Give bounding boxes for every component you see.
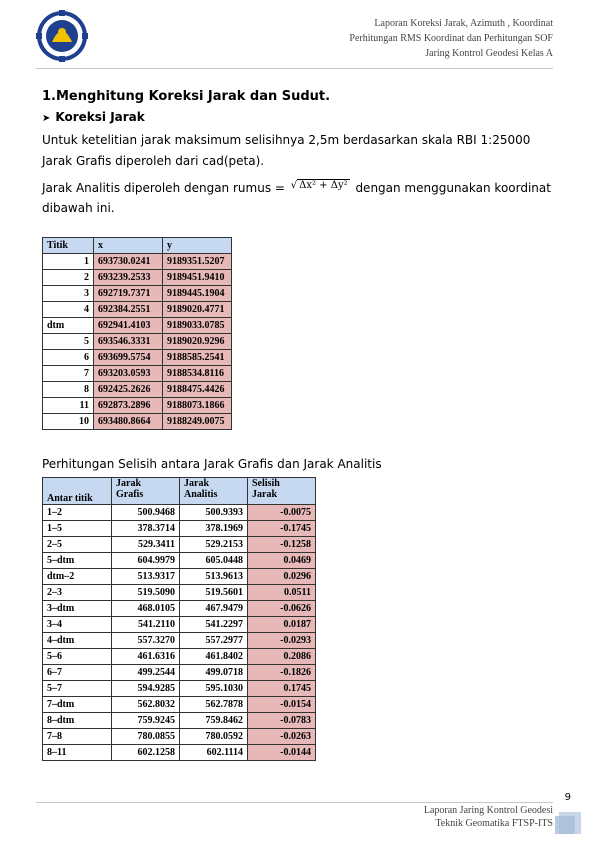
cell-x: 693546.3331	[94, 334, 163, 350]
cell-selisih: -0.0154	[248, 697, 316, 713]
cell-selisih: -0.1826	[248, 665, 316, 681]
cell-antar-titik: 5–7	[43, 681, 112, 697]
table-row	[43, 601, 316, 617]
cell-selisih: -0.0626	[248, 601, 316, 617]
cell-y: 9189451.9410	[163, 270, 232, 286]
cell-antar-titik: 1–5	[43, 521, 112, 537]
cell-titik: 6	[43, 350, 94, 366]
cell-antar-titik: 6–7	[43, 665, 112, 681]
cell-jarak-analitis: 467.9479	[180, 601, 248, 617]
header-jarak-analitis: Jarak Analitis	[180, 478, 248, 505]
table-row	[43, 382, 232, 398]
paragraph-3-line-2: dibawah ini.	[42, 201, 115, 215]
table-row	[43, 681, 316, 697]
table-row	[43, 617, 316, 633]
paragraph-3-before: Jarak Analitis diperoleh dengan rumus =	[42, 181, 289, 195]
table-row	[43, 697, 316, 713]
paragraph-2: Jarak Grafis diperoleh dari cad(peta).	[42, 154, 265, 168]
cell-antar-titik: 4–dtm	[43, 633, 112, 649]
cell-jarak-analitis: 595.1030	[180, 681, 248, 697]
its-logo-icon	[36, 10, 88, 62]
cell-selisih: -0.0293	[248, 633, 316, 649]
header-line-1: Laporan Koreksi Jarak, Azimuth , Koordinat	[374, 18, 553, 29]
section-title: 1.Menghitung Koreksi Jarak dan Sudut.	[42, 89, 331, 104]
cell-jarak-grafis: 519.5090	[112, 585, 180, 601]
distance-formula: √ Δx² + Δy²	[290, 180, 348, 191]
cell-jarak-grafis: 500.9468	[112, 505, 180, 521]
cell-jarak-analitis: 529.2153	[180, 537, 248, 553]
cell-titik: 3	[43, 286, 94, 302]
table-row	[43, 553, 316, 569]
cell-jarak-analitis: 759.8462	[180, 713, 248, 729]
table-row	[43, 286, 232, 302]
cell-selisih: 0.1745	[248, 681, 316, 697]
cell-jarak-analitis: 605.0448	[180, 553, 248, 569]
page-number: 9	[564, 792, 571, 803]
cell-selisih: -0.1258	[248, 537, 316, 553]
cell-selisih: 0.0296	[248, 569, 316, 585]
cell-antar-titik: dtm–2	[43, 569, 112, 585]
subsection-title	[42, 110, 145, 124]
cell-jarak-grafis: 557.3270	[112, 633, 180, 649]
cell-jarak-analitis: 557.2977	[180, 633, 248, 649]
cell-jarak-grafis: 529.3411	[112, 537, 180, 553]
table-row	[43, 270, 232, 286]
cell-selisih: 0.2086	[248, 649, 316, 665]
cell-titik: 4	[43, 302, 94, 318]
cell-y: 9188073.1866	[163, 398, 232, 414]
arrow-bullet-icon: ➤	[42, 113, 51, 124]
running-header	[349, 16, 553, 61]
table-row	[43, 302, 232, 318]
cell-selisih: 0.0187	[248, 617, 316, 633]
cell-x: 692873.2896	[94, 398, 163, 414]
cell-selisih: 0.0511	[248, 585, 316, 601]
cell-titik: 8	[43, 382, 94, 398]
table-row	[43, 334, 232, 350]
table-row	[43, 350, 232, 366]
cell-antar-titik: 1–2	[43, 505, 112, 521]
cell-antar-titik: 3–4	[43, 617, 112, 633]
cell-selisih: -0.0263	[248, 729, 316, 745]
cell-jarak-analitis: 500.9393	[180, 505, 248, 521]
cell-antar-titik: 7–dtm	[43, 697, 112, 713]
cell-jarak-analitis: 780.0592	[180, 729, 248, 745]
cell-antar-titik: 2–5	[43, 537, 112, 553]
table-row	[43, 713, 316, 729]
cell-jarak-grafis: 780.0855	[112, 729, 180, 745]
paragraph-1: Untuk ketelitian jarak maksimum selisihnya 2,5m berdasarkan skala RBI 1:25000	[42, 133, 531, 147]
cell-jarak-analitis: 499.0718	[180, 665, 248, 681]
cell-y: 9188249.0075	[163, 414, 232, 430]
table-row	[43, 505, 316, 521]
cell-y: 9189033.0785	[163, 318, 232, 334]
cell-jarak-analitis: 378.1969	[180, 521, 248, 537]
cell-jarak-grafis: 562.8032	[112, 697, 180, 713]
header-line-2: Perhitungan RMS Koordinat dan Perhitungan SOF	[349, 33, 553, 44]
cell-jarak-analitis: 519.5601	[180, 585, 248, 601]
cell-y: 9189351.5207	[163, 254, 232, 270]
header-y: y	[163, 238, 232, 254]
cell-x: 692719.7371	[94, 286, 163, 302]
cell-selisih: -0.0144	[248, 745, 316, 761]
table-row	[43, 366, 232, 382]
cell-selisih: -0.1745	[248, 521, 316, 537]
cell-x: 693699.5754	[94, 350, 163, 366]
cell-antar-titik: 5–6	[43, 649, 112, 665]
table-2-caption: Perhitungan Selisih antara Jarak Grafis dan Jarak Analitis	[42, 457, 382, 471]
cell-x: 693239.2533	[94, 270, 163, 286]
cell-jarak-grafis: 594.9285	[112, 681, 180, 697]
table-row	[43, 398, 232, 414]
header-antar-titik: Antar titik	[43, 478, 112, 505]
cell-jarak-grafis: 604.9979	[112, 553, 180, 569]
table-row	[43, 585, 316, 601]
table-row	[43, 745, 316, 761]
header-jarak-grafis: Jarak Grafis	[112, 478, 180, 505]
cell-y: 9188585.2541	[163, 350, 232, 366]
table-row	[43, 569, 316, 585]
cell-antar-titik: 5–dtm	[43, 553, 112, 569]
cell-antar-titik: 2–3	[43, 585, 112, 601]
footer-line-2: Teknik Geomatika FTSP-ITS	[435, 818, 553, 829]
table-row	[43, 633, 316, 649]
cell-jarak-grafis: 602.1258	[112, 745, 180, 761]
header-divider	[36, 68, 553, 69]
table-row	[43, 521, 316, 537]
cell-jarak-analitis: 602.1114	[180, 745, 248, 761]
cell-titik: 1	[43, 254, 94, 270]
cell-jarak-grafis: 499.2544	[112, 665, 180, 681]
cell-antar-titik: 3–dtm	[43, 601, 112, 617]
cell-titik: 11	[43, 398, 94, 414]
cell-jarak-analitis: 541.2297	[180, 617, 248, 633]
coordinate-table-header	[43, 238, 232, 254]
cell-y: 9189020.9296	[163, 334, 232, 350]
table-row	[43, 665, 316, 681]
cell-jarak-grafis: 378.3714	[112, 521, 180, 537]
cell-jarak-grafis: 541.2110	[112, 617, 180, 633]
page-corner-icon	[555, 812, 581, 834]
cell-antar-titik: 7–8	[43, 729, 112, 745]
footer-divider	[36, 802, 553, 803]
cell-jarak-grafis: 461.6316	[112, 649, 180, 665]
header-selisih-jarak: Selisih Jarak	[248, 478, 316, 505]
cell-y: 9188475.4426	[163, 382, 232, 398]
distance-table	[42, 477, 316, 761]
cell-titik: dtm	[43, 318, 94, 334]
header-titik: Titik	[43, 238, 94, 254]
footer-line-1: Laporan Jaring Kontrol Geodesi	[423, 805, 553, 816]
table-row	[43, 318, 232, 334]
table-row	[43, 649, 316, 665]
subsection-title-text: Koreksi Jarak	[55, 110, 145, 124]
cell-x: 692384.2551	[94, 302, 163, 318]
table-row	[43, 414, 232, 430]
cell-y: 9188534.8116	[163, 366, 232, 382]
paragraph-3	[42, 178, 551, 196]
coordinate-table	[42, 237, 232, 430]
table-row	[43, 254, 232, 270]
cell-x: 693730.0241	[94, 254, 163, 270]
cell-jarak-analitis: 513.9613	[180, 569, 248, 585]
cell-antar-titik: 8–11	[43, 745, 112, 761]
cell-x: 693203.0593	[94, 366, 163, 382]
cell-antar-titik: 8–dtm	[43, 713, 112, 729]
header-x: x	[94, 238, 163, 254]
cell-selisih: 0.0469	[248, 553, 316, 569]
paragraph-3-after: dengan menggunakan koordinat	[351, 181, 551, 195]
cell-x: 692425.2626	[94, 382, 163, 398]
cell-x: 693480.8664	[94, 414, 163, 430]
cell-titik: 7	[43, 366, 94, 382]
cell-jarak-analitis: 562.7878	[180, 697, 248, 713]
cell-x: 692941.4103	[94, 318, 163, 334]
table-row	[43, 537, 316, 553]
cell-jarak-analitis: 461.8402	[180, 649, 248, 665]
table-row	[43, 729, 316, 745]
cell-titik: 2	[43, 270, 94, 286]
cell-selisih: -0.0075	[248, 505, 316, 521]
cell-y: 9189020.4771	[163, 302, 232, 318]
cell-titik: 5	[43, 334, 94, 350]
header-line-3: Jaring Kontrol Geodesi Kelas A	[425, 48, 553, 59]
cell-jarak-grafis: 468.0105	[112, 601, 180, 617]
running-footer	[424, 804, 553, 830]
distance-table-header	[43, 478, 316, 505]
cell-jarak-grafis: 513.9317	[112, 569, 180, 585]
cell-selisih: -0.0783	[248, 713, 316, 729]
cell-titik: 10	[43, 414, 94, 430]
cell-y: 9189445.1904	[163, 286, 232, 302]
cell-jarak-grafis: 759.9245	[112, 713, 180, 729]
